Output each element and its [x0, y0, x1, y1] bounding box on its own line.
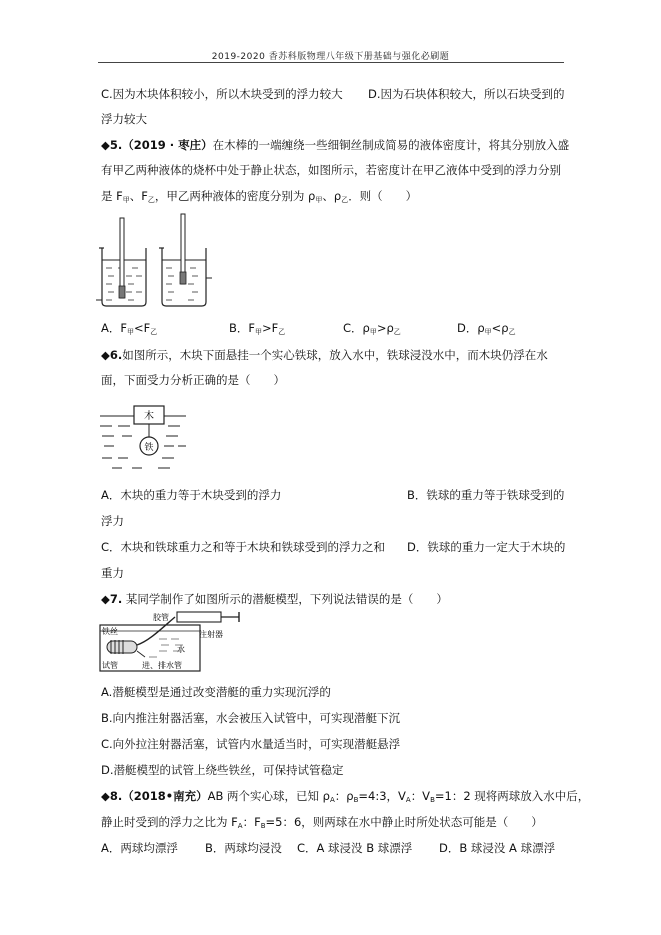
- sub-jia: 甲: [369, 328, 377, 336]
- sub-a: A: [329, 796, 335, 804]
- sub-jia: 甲: [255, 328, 263, 336]
- q5-option-a: [101, 321, 157, 339]
- q5-opt-d: D．ρ: [457, 321, 485, 335]
- q6-label-iron: 铁: [144, 443, 154, 453]
- q6-stem-line2: 面，下面受力分析正确的是（ ）: [101, 373, 285, 387]
- q5-stem-line1: [101, 138, 569, 152]
- q8-option-b: B．两球均浸没: [205, 841, 282, 855]
- sub-yi: 乙: [150, 328, 158, 336]
- sub-yi: 乙: [393, 328, 401, 336]
- q6-figure-wood-iron: [98, 404, 188, 476]
- header-rule: [98, 62, 564, 63]
- q4-option-d-line2: 浮力较大: [101, 112, 147, 126]
- q5-opt-a2: <F: [133, 321, 151, 335]
- q7-stem: [101, 592, 448, 606]
- q5-text1: 在木棒的一端缠绕一些细铜丝制成简易的液体密度计，将其分别放入盛: [212, 138, 570, 152]
- sub-jia: 甲: [484, 328, 492, 336]
- q4-option-c: C.因为木块体积较小，所以木块受到的浮力较大: [101, 87, 343, 101]
- q7-option-a: A.潜艇模型是通过改变潜艇的重力实现沉浮的: [101, 685, 331, 699]
- sub-yi: 乙: [341, 196, 349, 204]
- q5-stem-line3: [101, 189, 417, 207]
- q5-tail: ．则（ ）: [348, 189, 418, 203]
- q7-label-syringe: 注射器: [199, 630, 223, 639]
- q6-option-b-line2: 浮力: [101, 514, 124, 528]
- q6-marker: ◆6.: [101, 348, 123, 362]
- sub-b: B: [353, 796, 359, 804]
- q7-label-testtube: 试管: [102, 661, 118, 670]
- q8-option-d: D．B 球浸没 A 球漂浮: [439, 841, 556, 855]
- q8-option-a: A．两球均漂浮: [101, 841, 178, 855]
- q8-t5: =1：2 现将两球放入水中后，: [434, 789, 590, 803]
- q8-marker: ◆8.（2018•南充）: [101, 789, 208, 803]
- q4-option-d-line1: D.因为石块体积较大，所以石块受到的: [368, 87, 565, 101]
- sub-jia: 甲: [122, 196, 130, 204]
- q5-option-d: [457, 321, 516, 339]
- q7-figure-submarine: [99, 611, 249, 673]
- q5-marker: ◆5.（2019 · 枣庄）: [101, 138, 213, 152]
- q5-opt-c2: >ρ: [376, 321, 394, 335]
- q5-opt-a: A．F: [101, 321, 127, 335]
- q5-opt-d2: <ρ: [491, 321, 509, 335]
- q8-t4: ：V: [410, 789, 431, 803]
- q5-figure-beakers: [96, 214, 216, 310]
- q8-l2a: 静止时受到的浮力之比为 F: [101, 815, 238, 829]
- sub-yi: 乙: [508, 328, 516, 336]
- sub-yi: 乙: [278, 328, 286, 336]
- q5-rho: ，甲乙两种液体的密度分别为 ρ: [154, 189, 316, 203]
- q6-option-b-line1: B．铁球的重力等于铁球受到的: [407, 488, 565, 502]
- q8-option-c: C．A 球浸没 B 球漂浮: [297, 841, 413, 855]
- q8-l2c: =5：6，则两球在水中静止时所处状态可能是（ ）: [265, 815, 543, 829]
- q7-option-d: D.潜艇模型的试管上绕些铁丝，可保持试管稳定: [101, 763, 344, 777]
- sub-jia: 甲: [315, 196, 323, 204]
- q7-label-pipe: 进、排水管: [142, 661, 182, 670]
- q6-text1: 如图所示，木块下面悬挂一个实心铁球，放入水中，铁球浸没水中，而木块仍浮在水: [122, 348, 548, 362]
- q6-option-d-line1: D．铁球的重力一定大于木块的: [407, 540, 566, 554]
- q7-text: 某同学制作了如图所示的潜艇模型，下列说法错误的是（ ）: [125, 592, 448, 606]
- q5-f2: 、F: [129, 189, 148, 203]
- q5-opt-b2: >F: [262, 321, 279, 335]
- q8-stem-line2: [101, 815, 543, 833]
- q7-label-tube: 胶管: [153, 613, 169, 622]
- q6-option-d-line2: 重力: [101, 566, 124, 580]
- q7-option-c: C.向外拉注射器活塞，试管内水量适当时，可实现潜艇悬浮: [101, 737, 401, 751]
- q6-option-c: C．木块和铁球重力之和等于木块和铁球受到的浮力之和: [101, 540, 386, 554]
- q5-opt-b: B．F: [229, 321, 256, 335]
- q7-label-wire: 铁丝: [102, 627, 118, 636]
- q7-label-water: 水: [177, 645, 185, 654]
- q5-f: 是 F: [101, 189, 123, 203]
- q8-t3: =4:3，V: [358, 789, 406, 803]
- q8-t1: AB 两个实心球，已知 ρ: [207, 789, 330, 803]
- q5-opt-c: C．ρ: [343, 321, 370, 335]
- page-header: 2019-2020 香苏科版物理八年级下册基础与强化必刷题: [211, 52, 450, 62]
- q7-option-b: B.向内推注射器活塞，水会被压入试管中，可实现潜艇下沉: [101, 711, 401, 725]
- q7-marker: ◆7.: [101, 592, 123, 606]
- q6-label-wood: 木: [144, 411, 154, 422]
- q6-stem-line1: [101, 348, 548, 362]
- sub-b: B: [260, 822, 266, 830]
- q5-rho2: 、ρ: [322, 189, 342, 203]
- sub-jia: 甲: [126, 328, 134, 336]
- q6-option-a: A．木块的重力等于木块受到的浮力: [101, 488, 282, 502]
- sub-b: B: [430, 796, 435, 804]
- q5-stem-line2: 有甲乙两种液体的烧杯中处于静止状态，如图所示，若密度计在甲乙液体中受到的浮力分别: [101, 163, 561, 177]
- sub-yi: 乙: [147, 196, 155, 204]
- q5-option-c: [343, 321, 401, 339]
- q5-option-b: [229, 321, 285, 339]
- q8-l2b: ：F: [242, 815, 261, 829]
- q8-stem-line1: [101, 789, 589, 807]
- sub-a: A: [237, 822, 243, 830]
- q8-t2: ：ρ: [334, 789, 354, 803]
- sub-a: A: [405, 796, 411, 804]
